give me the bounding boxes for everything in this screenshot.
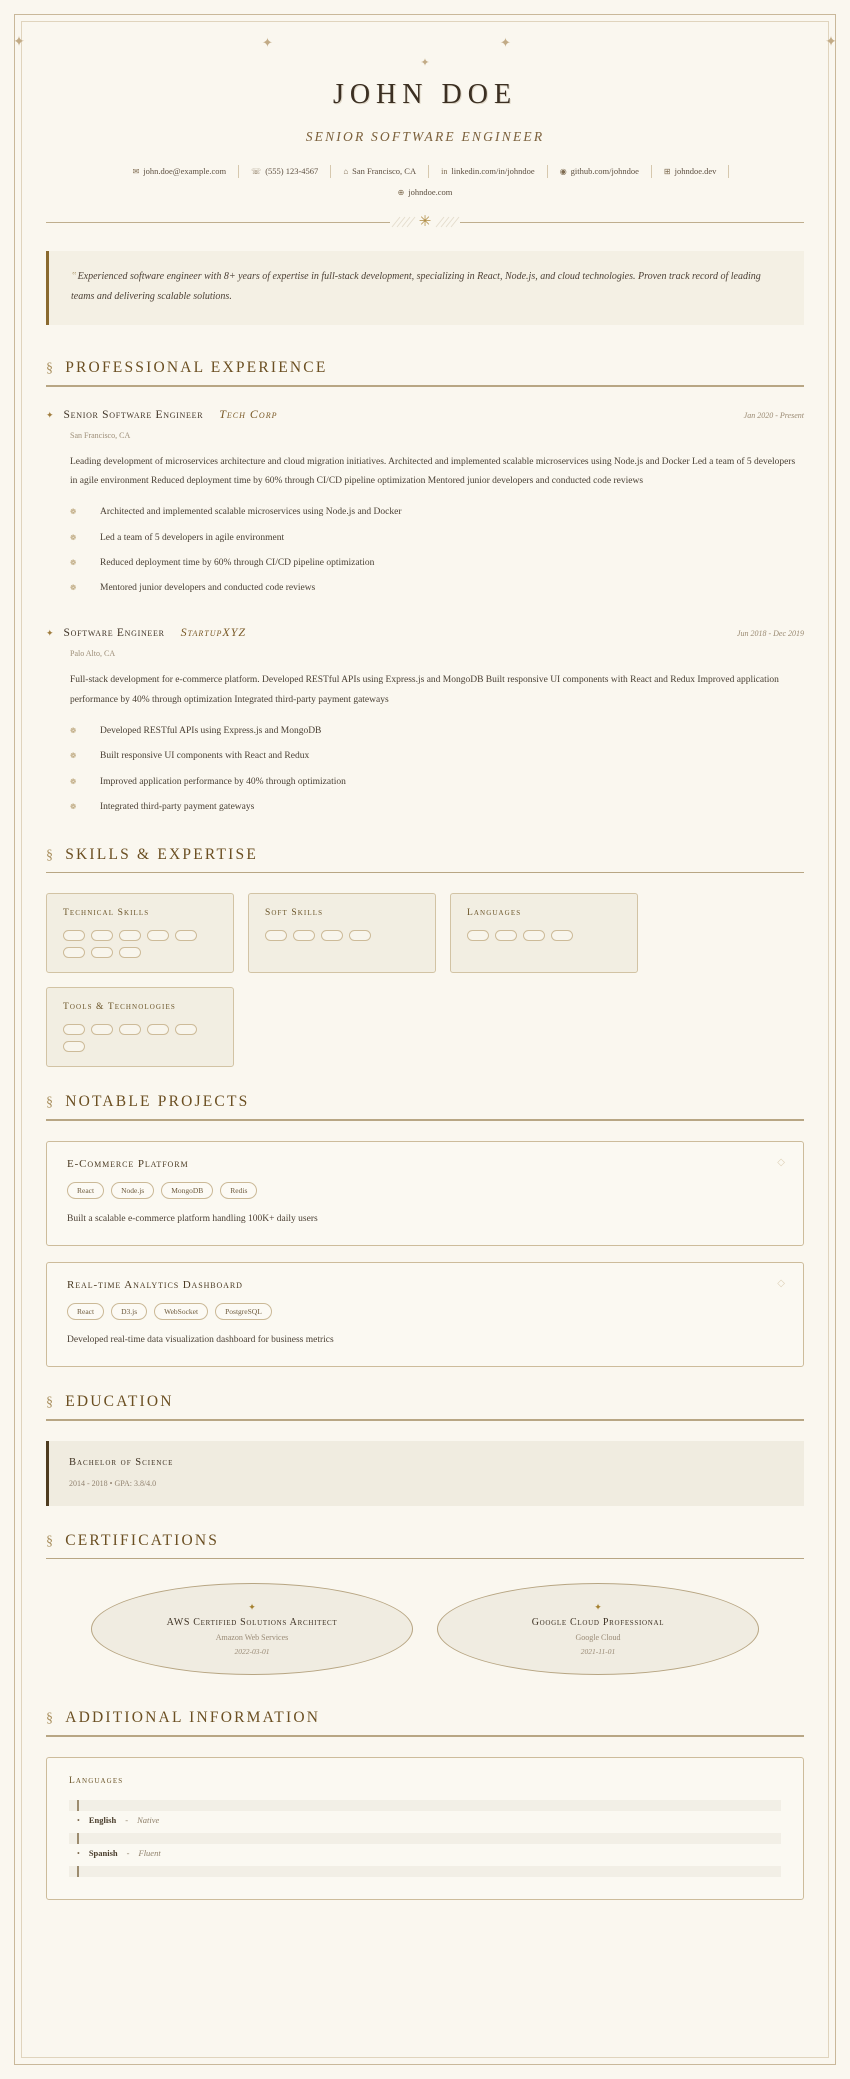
phone-icon: ☏ [251, 167, 262, 176]
skill-pill[interactable] [119, 1024, 141, 1035]
skill-pill[interactable] [321, 930, 343, 941]
skill-pill-row [63, 1024, 217, 1052]
portfolio-icon: ⊞ [663, 167, 671, 176]
skill-pill[interactable] [63, 1041, 85, 1052]
divider-star-icon: ✳ [418, 214, 432, 230]
skill-pill-row [265, 930, 419, 941]
bullet-diamond-icon: ✦ [46, 628, 54, 639]
certification-diamond-icon: ✦ [248, 1601, 256, 1612]
skill-pill[interactable] [63, 947, 85, 958]
contact-github-text: github.com/johndoe [570, 166, 639, 176]
language-line [69, 1811, 781, 1829]
project-description: Built a scalable e-commerce platform handling 100K+ daily users [67, 1213, 318, 1224]
language-level: Fluent [138, 1847, 161, 1858]
language-bar [69, 1800, 781, 1811]
job-bullet-text: Built responsive UI components with React and Redux [100, 751, 310, 762]
skills-heading-text: SKILLS & EXPERTISE [65, 845, 259, 863]
divider-hatch-right-icon [434, 215, 460, 229]
certification-badge[interactable] [91, 1583, 413, 1675]
contact-bar-secondary [40, 186, 810, 199]
contact-portfolio[interactable] [652, 165, 730, 178]
skill-pill[interactable] [175, 930, 197, 941]
education-heading-text: EDUCATION [65, 1393, 174, 1411]
skill-card-soft [248, 893, 436, 973]
language-bar [69, 1833, 781, 1844]
divider-line-left [46, 222, 390, 223]
skill-pill[interactable] [91, 1024, 113, 1035]
job-bullet [70, 500, 804, 525]
candidate-name: JOHN DOE [332, 79, 518, 110]
section-certifications [46, 1532, 804, 1684]
skill-pill[interactable] [91, 947, 113, 958]
project-tag[interactable]: MongoDB [161, 1182, 213, 1199]
contact-phone-text: (555) 123-4567 [265, 166, 319, 176]
experience-heading-text: PROFESSIONAL EXPERIENCE [65, 359, 328, 376]
skill-pill[interactable] [349, 930, 371, 941]
skill-card-languages [450, 893, 638, 973]
education-item [46, 1441, 804, 1506]
education-degree: Bachelor of Science [69, 1456, 174, 1468]
certifications-heading-text: CERTIFICATIONS [65, 1531, 220, 1549]
skill-pill[interactable] [91, 930, 113, 941]
resume-header [40, 46, 810, 199]
section-sigil-icon: § [46, 1395, 56, 1411]
language-separator: - [126, 1847, 130, 1858]
section-projects [46, 1093, 804, 1367]
skill-pill[interactable] [147, 1024, 169, 1035]
project-title: Real-time Analytics Dashboard [67, 1279, 243, 1292]
top-diamond-b-icon: ✦ [500, 35, 511, 50]
contact-bar [40, 165, 810, 178]
project-tag[interactable]: Node.js [111, 1182, 154, 1199]
language-bullet-icon: • [77, 1848, 80, 1858]
contact-website[interactable] [386, 186, 465, 199]
section-sigil-icon: § [46, 1095, 56, 1111]
contact-website-text: johndoe.com [408, 187, 453, 197]
certification-name: AWS Certified Solutions Architect [166, 1616, 338, 1628]
bullet-marker-icon: ❁ [70, 507, 77, 517]
additional-heading-text: ADDITIONAL INFORMATION [65, 1709, 321, 1727]
skill-pill[interactable] [551, 930, 573, 941]
skill-pill[interactable] [175, 1024, 197, 1035]
github-icon: ◉ [559, 167, 567, 176]
skill-pill-row [467, 930, 621, 941]
language-bullet-icon: • [77, 1815, 80, 1825]
summary-text: Experienced software engineer with 8+ years of expertise in full-stack development, specializing in React, Node.js, and cloud technologies. Proven track record of leading teams and delivering scalable solutions. [71, 271, 761, 302]
certifications-heading [46, 1532, 804, 1550]
section-sigil-icon: § [46, 1711, 56, 1727]
education-heading [46, 1393, 804, 1411]
additional-card-title: Languages [69, 1775, 124, 1786]
section-additional-information [46, 1709, 804, 1900]
education-rule [46, 1419, 804, 1421]
skill-pill-row [63, 930, 217, 958]
bullet-diamond-icon: ✦ [46, 409, 54, 420]
project-diamond-icon: ◇ [777, 1156, 785, 1168]
bullet-marker-icon: ❁ [70, 776, 77, 786]
job-company: Tech Corp [219, 406, 278, 421]
job-bullet [70, 576, 804, 601]
language-tick-icon [77, 1800, 79, 1811]
job-bullet-text: Integrated third-party payment gateways [100, 801, 255, 812]
job-bullet [70, 526, 804, 551]
section-skills [46, 846, 804, 1068]
education-meta: 2014 - 2018 • GPA: 3.8/4.0 [69, 1478, 157, 1488]
job-bullet [70, 795, 804, 820]
certification-date: 2021-11-01 [580, 1646, 616, 1656]
job-description: Full-stack development for e-commerce platform. Developed RESTful APIs using Express.js and MongoDB Built responsive UI components with React and Redux Improved application performance by 40% through optimization Integrated third-party payment gateways [70, 675, 779, 705]
certification-diamond-icon: ✦ [594, 1601, 602, 1612]
skills-heading [46, 846, 804, 864]
bullet-marker-icon: ❁ [70, 726, 77, 736]
candidate-job-title: SENIOR SOFTWARE ENGINEER [305, 129, 545, 144]
bullet-marker-icon: ❁ [70, 557, 77, 567]
skill-pill[interactable] [119, 947, 141, 958]
certification-issuer: Amazon Web Services [215, 1632, 289, 1642]
contact-portfolio-text: johndoe.dev [674, 166, 717, 176]
skill-card-title: Tools & Technologies [63, 1002, 176, 1013]
job-bullet-text: Mentored junior developers and conducted code reviews [100, 583, 316, 593]
job-bullet-text: Led a team of 5 developers in agile environment [100, 532, 285, 543]
project-tag[interactable]: PostgreSQL [215, 1303, 272, 1320]
contact-email[interactable] [121, 165, 240, 178]
quote-mark-icon: ‟ [71, 271, 77, 282]
project-tag[interactable]: React [67, 1303, 104, 1320]
job-bullet-text: Architected and implemented scalable microservices using Node.js and Docker [100, 507, 402, 518]
job-description: Leading development of microservices architecture and cloud migration initiatives. Architected and implemented scalable microservices using Node.js and Docker Led a team of 5 developers in agile environment Reduced deployment time by 60% through CI/CD pipeline optimization Mentored junior developers and conducted code reviews [70, 456, 796, 486]
language-separator: - [125, 1814, 129, 1825]
language-bar-trailing [69, 1866, 781, 1877]
ornamental-divider [46, 215, 804, 229]
experience-heading [46, 359, 804, 377]
skill-pill[interactable] [495, 930, 517, 941]
job-location: San Francisco, CA [70, 430, 131, 440]
project-description: Developed real-time data visualization dashboard for business metrics [67, 1335, 334, 1346]
contact-location [331, 165, 429, 178]
certification-badge[interactable] [437, 1583, 759, 1675]
language-name: Spanish [88, 1847, 118, 1858]
section-experience [46, 359, 804, 820]
email-icon: ✉ [132, 167, 140, 176]
skill-card-title: Soft Skills [265, 908, 324, 919]
job-dates: Jun 2018 - Dec 2019 [736, 629, 804, 639]
contact-linkedin-text: linkedin.com/in/johndoe [451, 166, 535, 176]
globe-icon: ⊕ [397, 188, 405, 197]
job-role: Software Engineer [63, 627, 165, 640]
certification-date: 2022-03-01 [234, 1646, 270, 1656]
certifications-row [46, 1579, 804, 1683]
language-tick-icon [77, 1833, 79, 1844]
job-bullet [70, 719, 804, 744]
skill-pill[interactable] [119, 930, 141, 941]
skill-pill[interactable] [63, 930, 85, 941]
section-sigil-icon: § [46, 361, 56, 376]
bullet-marker-icon: ❁ [70, 801, 77, 811]
contact-email-text: john.doe@example.com [143, 166, 227, 176]
section-sigil-icon: § [46, 847, 56, 863]
skill-card-tools [46, 987, 234, 1067]
additional-languages-card [46, 1757, 804, 1900]
contact-github[interactable] [548, 165, 652, 178]
language-level: Native [137, 1814, 160, 1825]
certification-issuer: Google Cloud [575, 1632, 621, 1642]
skill-pill[interactable] [467, 930, 489, 941]
experience-item-header [46, 625, 804, 640]
language-item [69, 1800, 781, 1829]
experience-rule [46, 385, 804, 387]
job-location: Palo Alto, CA [70, 649, 116, 659]
contact-location-text: San Francisco, CA [352, 166, 417, 176]
top-diamond-a-icon: ✦ [262, 35, 273, 50]
bullet-marker-icon: ❁ [70, 583, 77, 592]
section-education [46, 1393, 804, 1506]
skills-rule [46, 872, 804, 874]
job-company: StartupXYZ [180, 625, 247, 640]
job-bullet-text: Reduced deployment time by 60% through CI/CD pipeline optimization [100, 557, 375, 568]
language-line [69, 1844, 781, 1862]
project-card[interactable] [46, 1141, 804, 1246]
skill-pill[interactable] [265, 930, 287, 941]
job-bullet [70, 744, 804, 769]
job-bullet-list [70, 500, 804, 601]
projects-heading [46, 1093, 804, 1111]
skill-pill[interactable] [63, 1024, 85, 1035]
skill-pill[interactable] [147, 930, 169, 941]
project-tag[interactable]: WebSocket [154, 1303, 208, 1320]
job-bullet-text: Improved application performance by 40% through optimization [100, 776, 346, 787]
certifications-rule [46, 1558, 804, 1560]
project-tag-row [67, 1182, 783, 1199]
project-tag[interactable]: D3.js [111, 1303, 147, 1320]
project-tag[interactable]: Redis [220, 1182, 257, 1199]
additional-heading [46, 1709, 804, 1727]
section-sigil-icon: § [46, 1533, 56, 1549]
divider-hatch-left-icon [390, 215, 416, 229]
corner-diamond-right-icon: ✦ [825, 35, 837, 50]
skill-pill[interactable] [523, 930, 545, 941]
job-bullet-text: Developed RESTful APIs using Express.js and MongoDB [100, 726, 322, 737]
job-bullet-list [70, 719, 804, 820]
job-role: Senior Software Engineer [63, 408, 204, 421]
header-diamond-icon: ✦ [420, 57, 430, 69]
project-title: E-Commerce Platform [67, 1157, 189, 1170]
skills-grid [46, 893, 804, 1067]
language-tick-icon [77, 1866, 79, 1877]
project-tag-row [67, 1303, 783, 1320]
job-dates: Jan 2020 - Present [743, 410, 804, 420]
language-item [69, 1833, 781, 1862]
project-tag[interactable]: React [67, 1182, 104, 1199]
skill-pill[interactable] [293, 930, 315, 941]
bullet-marker-icon: ❁ [70, 532, 77, 542]
bullet-marker-icon: ❁ [70, 751, 77, 761]
experience-item [46, 625, 804, 820]
location-icon: ⌂ [343, 167, 349, 176]
language-name: English [88, 1814, 117, 1825]
skill-card-title: Languages [467, 908, 522, 919]
projects-rule [46, 1119, 804, 1121]
certification-name: Google Cloud Professional [531, 1616, 665, 1628]
additional-rule [46, 1735, 804, 1737]
experience-item [46, 407, 804, 602]
contact-phone[interactable] [239, 165, 331, 178]
project-card[interactable] [46, 1262, 804, 1367]
skill-card-technical [46, 893, 234, 973]
contact-linkedin[interactable] [429, 165, 548, 178]
professional-summary [46, 251, 804, 325]
job-bullet [70, 770, 804, 795]
experience-item-header [46, 407, 804, 422]
project-diamond-icon: ◇ [777, 1278, 785, 1290]
projects-heading-text: NOTABLE PROJECTS [65, 1093, 250, 1111]
divider-line-right [460, 222, 804, 223]
linkedin-icon: in [441, 167, 448, 176]
corner-diamond-left-icon: ✦ [13, 35, 25, 50]
job-bullet [70, 551, 804, 576]
skill-card-title: Technical Skills [63, 908, 150, 919]
